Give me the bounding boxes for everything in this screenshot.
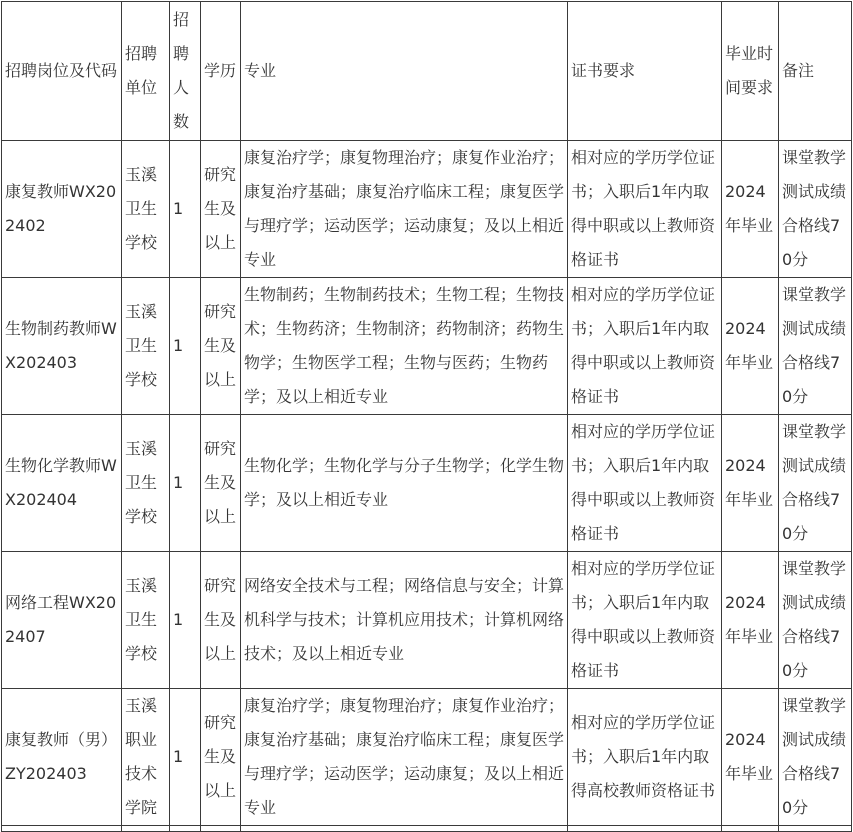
count-cell: 1 [170,415,201,552]
certificate-cell: 相对应的学历学位证书；入职后1年内取得中职或以上教师资格证书 [568,552,722,689]
note-cell: 课堂教学测试成绩合格线70分 [779,552,852,689]
education-cell: 研究生及以上 [201,141,241,278]
position-cell: 生物化学教师WX202404 [2,415,122,552]
major-cell: 康复治疗学；康复物理治疗；康复作业治疗；康复治疗基础；康复治疗临床工程；康复医学与理疗学；运动医学；运动康复；及以上相近专业 [241,141,568,278]
table-row [2,689,852,826]
major-cell: 康复治疗学；康复物理治疗；康复作业治疗；康复治疗基础；康复治疗临床工程；康复医学与理疗学；运动医学；运动康复；及以上相近专业 [241,689,568,826]
major-cell: 网络安全技术与工程；网络信息与安全；计算机科学与技术；计算机应用技术；计算机网络技术；及以上相近专业 [241,552,568,689]
table-row [2,552,852,689]
header-unit: 招聘单位 [122,2,170,141]
header-position: 招聘岗位及代码 [2,2,122,141]
education-cell: 研究生及以上 [201,689,241,826]
table-row [2,141,852,278]
note-cell: 课堂教学测试成绩合格线70分 [779,278,852,415]
header-graduation: 毕业时间要求 [722,2,779,141]
note-cell: 课堂教学测试成绩合格线70分 [779,415,852,552]
graduation-cell: 2024年毕业 [722,141,779,278]
count-cell: 1 [170,689,201,826]
education-cell: 研究生及以上 [201,278,241,415]
graduation-cell: 2024年毕业 [722,552,779,689]
graduation-cell: 2024年毕业 [722,415,779,552]
count-cell: 1 [170,278,201,415]
position-cell: 网络工程WX202407 [2,552,122,689]
table-row [2,278,852,415]
major-cell: 生物制药；生物制药技术；生物工程；生物技术；生物药济；生物制济；药物制济；药物生物学；生物医学工程；生物与医药；生物药学；及以上相近专业 [241,278,568,415]
note-cell: 课堂教学测试成绩合格线70分 [779,689,852,826]
position-cell: 生物制药教师WX202403 [2,278,122,415]
position-cell: 康复教师（男）ZY202403 [2,689,122,826]
education-cell: 研究生及以上 [201,415,241,552]
header-count: 招聘人数 [170,2,201,141]
certificate-cell: 相对应的学历学位证书；入职后1年内取得高校教师资格证书 [568,689,722,826]
unit-cell: 玉溪卫生学校 [122,141,170,278]
count-cell: 1 [170,141,201,278]
header-education: 学历 [201,2,241,141]
recruitment-table [1,1,852,832]
header-note: 备注 [779,2,852,141]
unit-cell: 玉溪卫生学校 [122,415,170,552]
major-cell: 生物化学；生物化学与分子生物学；化学生物学；及以上相近专业 [241,415,568,552]
table-row [2,415,852,552]
count-cell: 1 [170,552,201,689]
unit-cell: 玉溪职业技术学院 [122,689,170,826]
header-major: 专业 [241,2,568,141]
header-certificate: 证书要求 [568,2,722,141]
certificate-cell: 相对应的学历学位证书；入职后1年内取得中职或以上教师资格证书 [568,415,722,552]
note-cell: 课堂教学测试成绩合格线70分 [779,141,852,278]
certificate-cell: 相对应的学历学位证书；入职后1年内取得中职或以上教师资格证书 [568,278,722,415]
education-cell: 研究生及以上 [201,552,241,689]
certificate-cell: 相对应的学历学位证书；入职后1年内取得中职或以上教师资格证书 [568,141,722,278]
graduation-cell: 2024年毕业 [722,278,779,415]
position-cell: 康复教师WX202402 [2,141,122,278]
table-header-row [2,2,852,141]
unit-cell: 玉溪卫生学校 [122,552,170,689]
unit-cell: 玉溪卫生学校 [122,278,170,415]
graduation-cell: 2024年毕业 [722,689,779,826]
